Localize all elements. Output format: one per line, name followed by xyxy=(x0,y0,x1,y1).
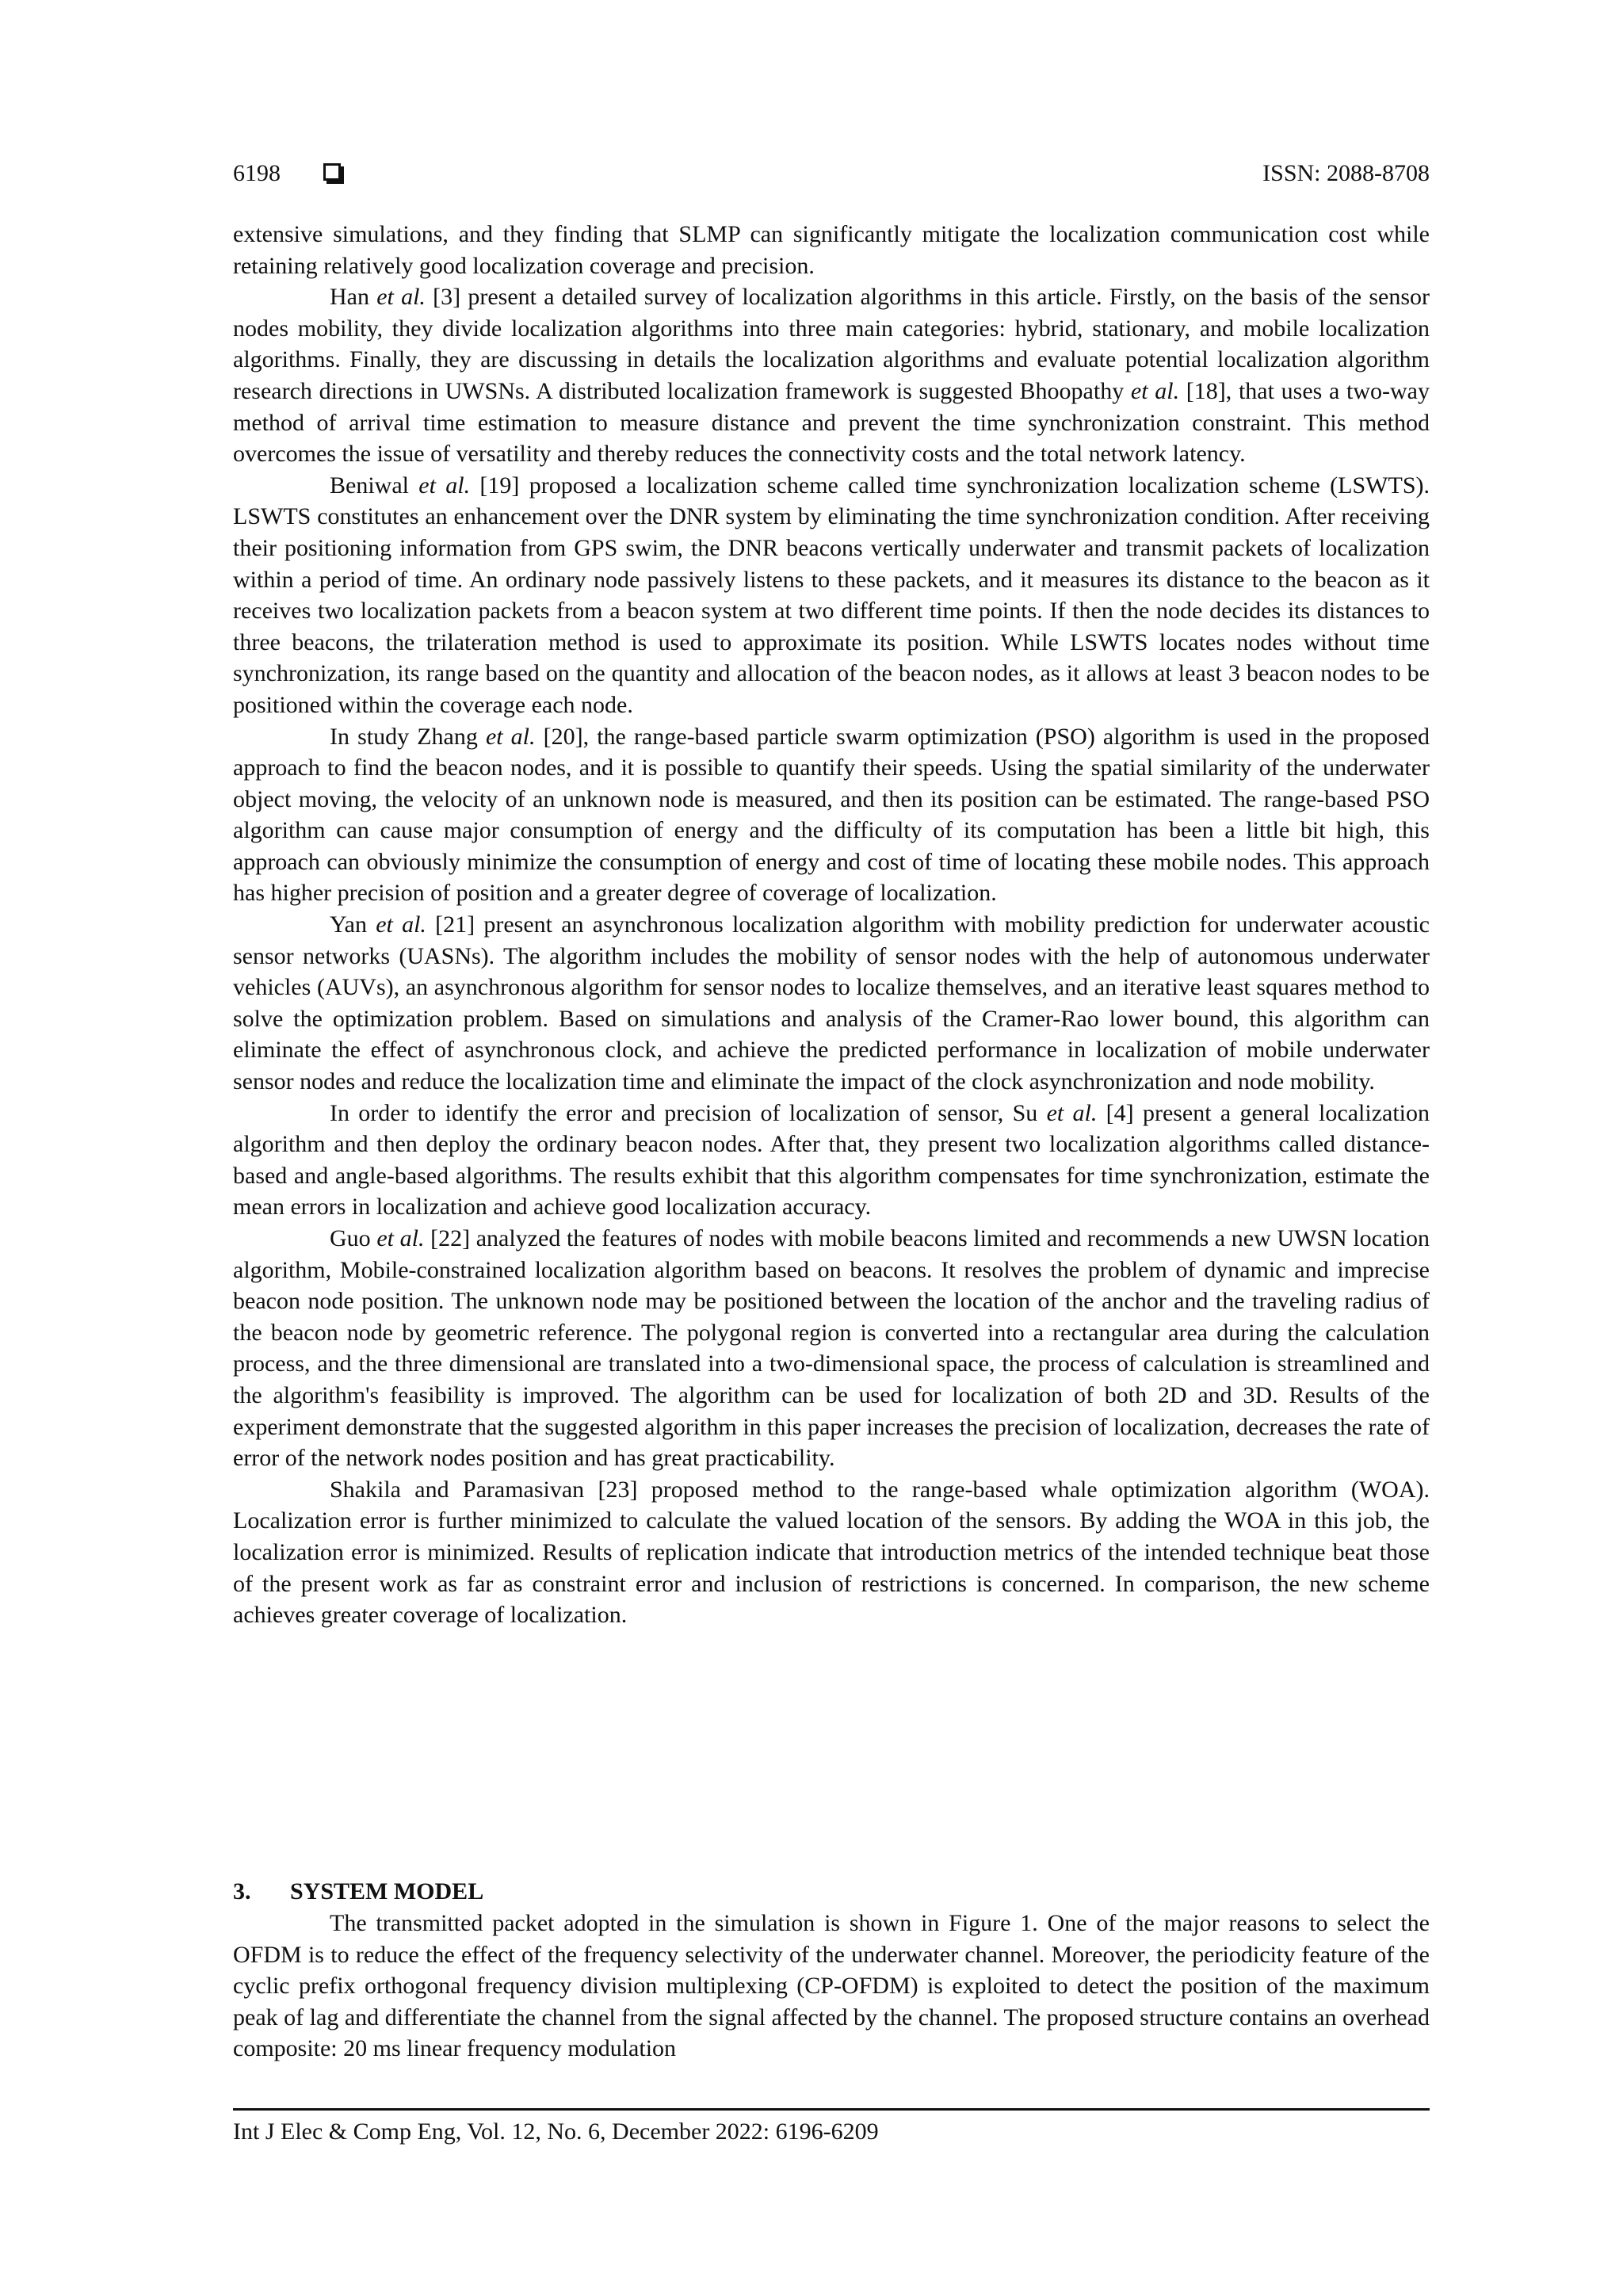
paragraph-shakila: Shakila and Paramasivan [23] proposed method to the range-based whale optimization algorithm (WOA). Localization error is further minimized to calculate the valued location of the sensors. By adding the WOA in this job, the localization error is minimized. Results of replication indicate that introduction metrics of the intended technique beat those of the present work as far as constraint error and inclusion of restrictions is concerned. In comparison, the new scheme achieves greater coverage of localization. xyxy=(233,1476,1430,1629)
paragraph-zhang: In study Zhang et al. [20], the range-based particle swarm optimization (PSO) algorithm is used in the proposed approach to find the beacon nodes, and it is possible to quantify their speeds. Using the spatial similarity of the underwater object moving, the velocity of an unknown node is measured, and then its position can be estimated. The range-based PSO algorithm can cause major consumption of energy and the difficulty of its computation has been a little bit high, this approach can obviously minimize the consumption of energy and cost of time of locating these mobile nodes. This approach has higher precision of position and a greater degree of coverage of localization. xyxy=(233,723,1430,907)
citation-etal: et al. xyxy=(376,911,426,938)
citation-etal: et al. xyxy=(485,723,536,750)
paragraph-continuation: extensive simulations, and they finding that SLMP can significantly mitigate the localization communication cost while retaining relatively good localization coverage and precision. xyxy=(233,221,1430,279)
box-icon xyxy=(323,163,341,181)
page-number: 6198 xyxy=(233,160,281,186)
paragraph-guo: Guo et al. [22] analyzed the features of nodes with mobile beacons limited and recommends a new UWSN location algorithm, Mobile-constrained localization algorithm based on beacons. It resolves the problem of dynamic and imprecise beacon node position. The unknown node may be positioned between the location of the anchor and the traveling radius of the beacon node by geometric reference. The polygonal region is converted into a rectangular area during the calculation process, and the three dimensional are translated into a two-dimensional space, the process of calculation is streamlined and the algorithm's feasibility is improved. The algorithm can be used for localization of both 2D and 3D. Results of the experiment demonstrate that the suggested algorithm in this paper increases the precision of localization, decreases the rate of error of the network nodes position and has great practicability. xyxy=(233,1225,1430,1472)
section-heading xyxy=(233,1876,483,1908)
paragraph-beniwal: Beniwal et al. [19] proposed a localization scheme called time synchronization localization scheme (LSWTS). LSWTS constitutes an enhancement over the DNR system by eliminating the time synchronization condition. After receiving their positioning information from GPS swim, the DNR beacons vertically underwater and transmit packets of localization within a period of time. An ordinary node passively listens to these packets, and it measures its distance to the beacon as it receives two localization packets from a beacon system at two different time points. If then the node decides its distances to three beacons, the trilateration method is used to approximate its position. While LSWTS locates nodes without time synchronization, its range based on the quantity and allocation of the beacon nodes, as it allows at least 3 beacon nodes to be positioned within the coverage each node. xyxy=(233,472,1430,718)
paragraph-su: In order to identify the error and precision of localization of sensor, Su et al. [4] present a general localization algorithm and then deploy the ordinary beacon nodes. After that, they present two localization algorithms called distance-based and angle-based algorithms. The results exhibit that this algorithm compensates for time synchronization, estimate the mean errors in localization and achieve good localization accuracy. xyxy=(233,1099,1430,1221)
issn: ISSN: 2088-8708 xyxy=(1262,160,1430,186)
footer-citation: Int J Elec & Comp Eng, Vol. 12, No. 6, December 2022: 6196-6209 xyxy=(233,2118,879,2145)
section-body xyxy=(233,1908,1430,2065)
citation-etal: et al. xyxy=(418,472,471,499)
paragraph-han: Han et al. [3] present a detailed survey of localization algorithms in this article. Firstly, on the basis of the sensor nodes mobility, they divide localization algorithms into three main categories: hybrid, stationary, and mobile localization algorithms. Finally, they are discussing in details the localization algorithms and evaluate potential localization algorithm research directions in UWSNs. A distributed localization framework is suggested Bhoopathy et al. [18], that uses a two-way method of arrival time estimation to measure distance and prevent the time synchronization constraint. This method overcomes the issue of versatility and thereby reduces the connectivity costs and the total network latency. xyxy=(233,284,1430,468)
citation-etal: et al. xyxy=(376,284,426,311)
paragraph-yan: Yan et al. [21] present an asynchronous localization algorithm with mobility prediction for underwater acoustic sensor networks (UASNs). The algorithm includes the mobility of sensor nodes with the help of autonomous underwater vehicles (AUVs), an asynchronous algorithm for sensor nodes to localize themselves, and an iterative least squares method to solve the optimization problem. Based on simulations and analysis of the Cramer-Rao lower bound, this algorithm can eliminate the effect of asynchronous clock, and achieve the predicted performance in localization of mobile underwater sensor nodes and reduce the localization time and eliminate the impact of the clock asynchronization and node mobility. xyxy=(233,911,1430,1095)
main-body xyxy=(233,219,1430,1631)
page-header xyxy=(233,155,1430,192)
footer-rule xyxy=(233,2108,1430,2111)
section-number: 3. xyxy=(233,1878,251,1904)
paragraph-system-model: The transmitted packet adopted in the simulation is shown in Figure 1. One of the major reasons to select the OFDM is to reduce the effect of the frequency selectivity of the underwater channel. Moreover, the periodicity feature of the cyclic prefix orthogonal frequency division multiplexing (CP-OFDM) is exploited to detect the position of the maximum peak of lag and differentiate the channel from the signal affected by the channel. The proposed structure contains an overhead composite: 20 ms linear frequency modulation xyxy=(233,1910,1430,2062)
citation-etal: et al. xyxy=(376,1225,425,1251)
citation-etal: et al. xyxy=(1046,1099,1098,1126)
section-title: SYSTEM MODEL xyxy=(290,1878,484,1904)
citation-etal: et al. xyxy=(1130,377,1180,404)
